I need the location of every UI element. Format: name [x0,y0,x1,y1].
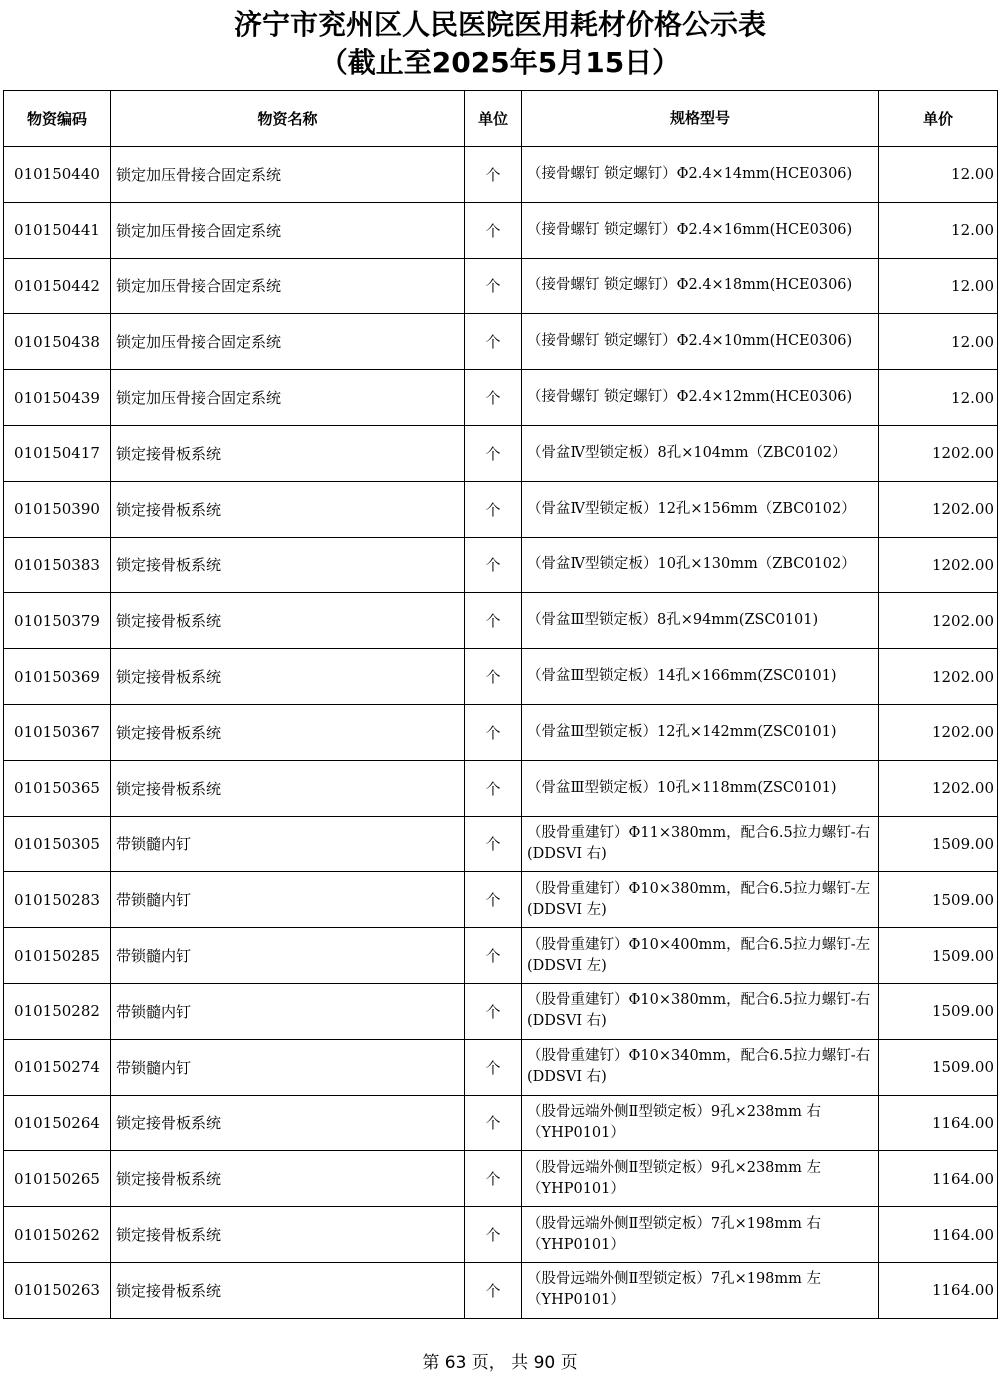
cell-unit: 个 [465,593,522,649]
cell-price: 12.00 [879,370,998,426]
cell-code: 010150262 [4,1207,111,1263]
cell-name: 带锁髓内钉 [111,983,465,1039]
cell-name: 锁定接骨板系统 [111,704,465,760]
cell-name: 锁定加压骨接合固定系统 [111,370,465,426]
header-name: 物资名称 [111,91,465,147]
cell-spec: （骨盆Ⅳ型锁定板）12孔×156mm（ZBC0102） [522,481,879,537]
page-number: 第 63 页， 共 90 页 [422,1353,578,1373]
cell-name: 锁定接骨板系统 [111,760,465,816]
cell-name: 锁定加压骨接合固定系统 [111,202,465,258]
table-row [4,872,998,928]
table-row [4,1039,998,1095]
table-row [4,314,998,370]
cell-code: 010150305 [4,816,111,872]
document-subtitle-date: （截止至2025年5月15日） [319,46,681,79]
table-row [4,537,998,593]
cell-code: 010150369 [4,649,111,705]
cell-name: 锁定接骨板系统 [111,593,465,649]
table-row [4,928,998,984]
cell-code: 010150441 [4,202,111,258]
cell-price: 12.00 [879,202,998,258]
cell-unit: 个 [465,481,522,537]
table-row [4,593,998,649]
cell-spec: （骨盆Ⅲ型锁定板）12孔×142mm(ZSC0101) [522,704,879,760]
cell-code: 010150367 [4,704,111,760]
header-spec: 规格型号 [522,91,879,147]
cell-price: 12.00 [879,147,998,203]
table-row [4,425,998,481]
cell-unit: 个 [465,370,522,426]
cell-price: 12.00 [879,258,998,314]
cell-unit: 个 [465,425,522,481]
cell-spec: （股骨重建钉）Φ10×380mm，配合6.5拉力螺钉-右(DDSVI 右) [522,983,879,1039]
cell-name: 锁定接骨板系统 [111,1095,465,1151]
cell-spec: （股骨重建钉）Φ10×380mm，配合6.5拉力螺钉-左(DDSVI 左) [522,872,879,928]
table-row [4,1207,998,1263]
cell-name: 锁定接骨板系统 [111,1151,465,1207]
cell-code: 010150442 [4,258,111,314]
cell-unit: 个 [465,983,522,1039]
cell-spec: （骨盆Ⅳ型锁定板）10孔×130mm（ZBC0102） [522,537,879,593]
table-row [4,202,998,258]
cell-spec: （接骨螺钉 锁定螺钉）Φ2.4×10mm(HCE0306) [522,314,879,370]
cell-unit: 个 [465,258,522,314]
cell-price: 1164.00 [879,1095,998,1151]
cell-spec: （股骨远端外侧Ⅱ型锁定板）9孔×238mm 左（YHP0101） [522,1151,879,1207]
cell-spec: （股骨重建钉）Φ10×400mm，配合6.5拉力螺钉-左(DDSVI 左) [522,928,879,984]
cell-spec: （股骨远端外侧Ⅱ型锁定板）7孔×198mm 右（YHP0101） [522,1207,879,1263]
cell-unit: 个 [465,314,522,370]
cell-price: 1164.00 [879,1151,998,1207]
cell-unit: 个 [465,872,522,928]
cell-price: 1509.00 [879,872,998,928]
cell-name: 锁定接骨板系统 [111,1207,465,1263]
cell-spec: （股骨重建钉）Φ10×340mm，配合6.5拉力螺钉-右(DDSVI 右) [522,1039,879,1095]
cell-unit: 个 [465,1262,522,1318]
cell-code: 010150440 [4,147,111,203]
cell-spec: （股骨远端外侧Ⅱ型锁定板）9孔×238mm 右（YHP0101） [522,1095,879,1151]
table-row [4,649,998,705]
cell-code: 010150379 [4,593,111,649]
cell-spec: （骨盆Ⅲ型锁定板）14孔×166mm(ZSC0101) [522,649,879,705]
cell-unit: 个 [465,147,522,203]
header-code: 物资编码 [4,91,111,147]
cell-price: 1164.00 [879,1262,998,1318]
cell-spec: （骨盆Ⅲ型锁定板）10孔×118mm(ZSC0101) [522,760,879,816]
cell-code: 010150274 [4,1039,111,1095]
cell-price: 12.00 [879,314,998,370]
cell-code: 010150264 [4,1095,111,1151]
cell-name: 带锁髓内钉 [111,928,465,984]
cell-name: 锁定接骨板系统 [111,481,465,537]
cell-price: 1509.00 [879,1039,998,1095]
cell-unit: 个 [465,537,522,593]
cell-price: 1202.00 [879,649,998,705]
cell-price: 1202.00 [879,593,998,649]
cell-unit: 个 [465,1095,522,1151]
cell-unit: 个 [465,816,522,872]
cell-price: 1164.00 [879,1207,998,1263]
cell-name: 锁定接骨板系统 [111,537,465,593]
table-header-row [4,91,998,147]
cell-code: 010150365 [4,760,111,816]
cell-code: 010150417 [4,425,111,481]
cell-price: 1509.00 [879,928,998,984]
cell-spec: （股骨重建钉）Φ11×380mm，配合6.5拉力螺钉-右(DDSVI 右) [522,816,879,872]
cell-unit: 个 [465,1207,522,1263]
cell-name: 锁定加压骨接合固定系统 [111,258,465,314]
header-unit: 单位 [465,91,522,147]
cell-unit: 个 [465,649,522,705]
cell-name: 锁定接骨板系统 [111,649,465,705]
cell-spec: （接骨螺钉 锁定螺钉）Φ2.4×12mm(HCE0306) [522,370,879,426]
header-price: 单价 [879,91,998,147]
cell-unit: 个 [465,1039,522,1095]
cell-spec: （股骨远端外侧Ⅱ型锁定板）7孔×198mm 左（YHP0101） [522,1262,879,1318]
cell-unit: 个 [465,202,522,258]
cell-code: 010150265 [4,1151,111,1207]
cell-price: 1202.00 [879,481,998,537]
table-row [4,1151,998,1207]
cell-name: 锁定加压骨接合固定系统 [111,314,465,370]
cell-code: 010150282 [4,983,111,1039]
table-row [4,1262,998,1318]
cell-name: 带锁髓内钉 [111,816,465,872]
cell-unit: 个 [465,928,522,984]
cell-name: 带锁髓内钉 [111,872,465,928]
table-row [4,147,998,203]
cell-code: 010150283 [4,872,111,928]
cell-price: 1202.00 [879,425,998,481]
document-title: 济宁市兖州区人民医院医用耗材价格公示表 [233,8,766,41]
table-row [4,258,998,314]
cell-spec: （骨盆Ⅲ型锁定板）8孔×94mm(ZSC0101) [522,593,879,649]
cell-price: 1202.00 [879,760,998,816]
cell-code: 010150438 [4,314,111,370]
cell-code: 010150383 [4,537,111,593]
table-row [4,481,998,537]
cell-unit: 个 [465,760,522,816]
price-table [3,90,998,1319]
cell-price: 1509.00 [879,816,998,872]
table-row [4,983,998,1039]
cell-name: 锁定接骨板系统 [111,1262,465,1318]
cell-name: 带锁髓内钉 [111,1039,465,1095]
cell-unit: 个 [465,704,522,760]
cell-price: 1509.00 [879,983,998,1039]
cell-spec: （接骨螺钉 锁定螺钉）Φ2.4×18mm(HCE0306) [522,258,879,314]
table-row [4,1095,998,1151]
cell-price: 1202.00 [879,537,998,593]
cell-code: 010150439 [4,370,111,426]
cell-price: 1202.00 [879,704,998,760]
table-row [4,816,998,872]
cell-spec: （接骨螺钉 锁定螺钉）Φ2.4×16mm(HCE0306) [522,202,879,258]
table-row [4,704,998,760]
cell-code: 010150263 [4,1262,111,1318]
table-row [4,760,998,816]
cell-code: 010150285 [4,928,111,984]
cell-spec: （接骨螺钉 锁定螺钉）Φ2.4×14mm(HCE0306) [522,147,879,203]
cell-unit: 个 [465,1151,522,1207]
table-row [4,370,998,426]
cell-name: 锁定加压骨接合固定系统 [111,147,465,203]
cell-code: 010150390 [4,481,111,537]
cell-spec: （骨盆Ⅳ型锁定板）8孔×104mm（ZBC0102） [522,425,879,481]
cell-name: 锁定接骨板系统 [111,425,465,481]
